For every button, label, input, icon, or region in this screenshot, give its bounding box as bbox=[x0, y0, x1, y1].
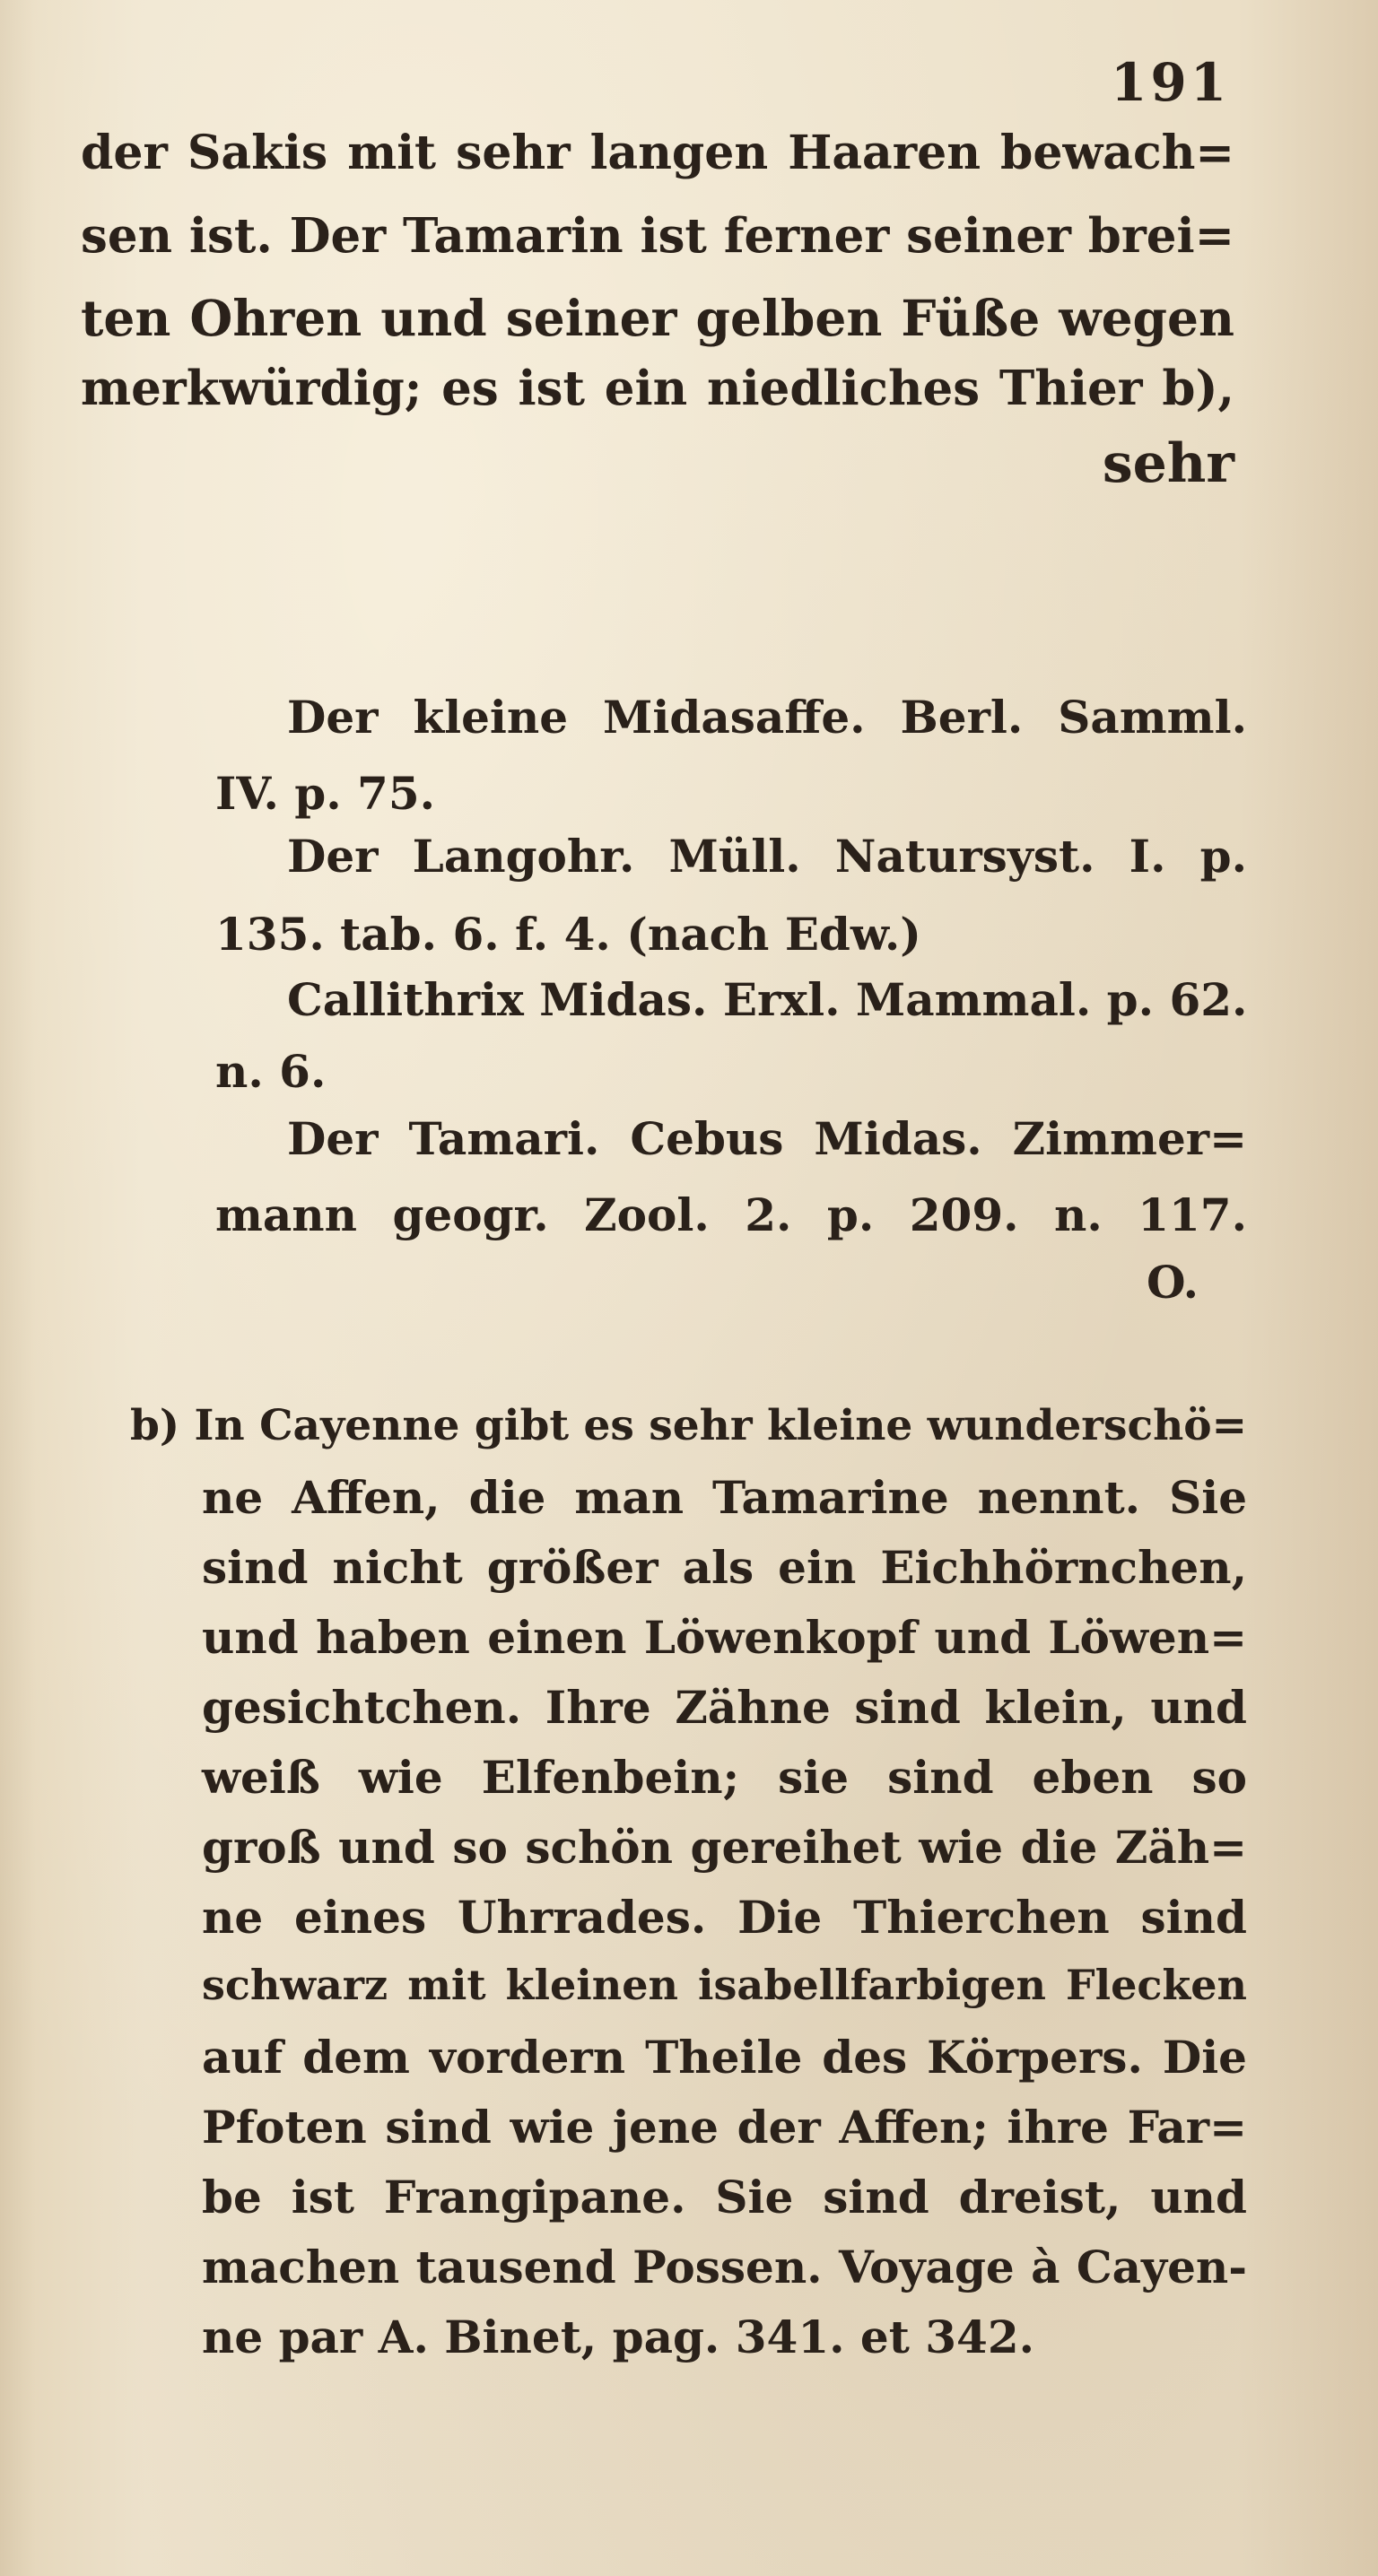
footnote-line: ne Affen, die man Tamarine nennt. Sie bbox=[202, 1471, 1247, 1524]
catchword: sehr bbox=[1102, 432, 1234, 495]
footnote-line: n. 6. bbox=[215, 1045, 327, 1098]
footnote-line: mann geogr. Zool. 2. p. 209. n. 117. bbox=[215, 1188, 1247, 1241]
footnote-line: ne eines Uhrrades. Die Thierchen sind bbox=[202, 1891, 1247, 1944]
footnote-line: gesichtchen. Ihre Zähne sind klein, und bbox=[202, 1681, 1247, 1734]
footnote-line: be ist Frangipane. Sie sind dreist, und bbox=[202, 2171, 1247, 2224]
footnote-line: Der kleine Midasaffe. Berl. Samml. bbox=[287, 691, 1247, 744]
footnote-line: machen tausend Possen. Voyage à Cayen- bbox=[202, 2241, 1247, 2293]
main-text-line: ten Ohren und seiner gelben Füße wegen bbox=[81, 289, 1234, 347]
footnote-line: Der Tamari. Cebus Midas. Zimmer= bbox=[287, 1112, 1247, 1165]
main-text-line: merkwürdig; es ist ein niedliches Thier b), bbox=[81, 361, 1234, 416]
footnote-line: schwarz mit kleinen isabellfarbigen Flecken bbox=[202, 1961, 1247, 2009]
footnote-line: 135. tab. 6. f. 4. (nach Edw.) bbox=[215, 908, 921, 961]
footnote-line: Pfoten sind wie jene der Affen; ihre Far= bbox=[202, 2101, 1247, 2154]
footnote-line: ne par A. Binet, pag. 341. et 342. bbox=[202, 2311, 1035, 2363]
main-text-line: der Sakis mit sehr langen Haaren bewach= bbox=[81, 126, 1234, 180]
footnote-signature: O. bbox=[1146, 1256, 1199, 1309]
footnote-line: Der Langohr. Müll. Natursyst. I. p. bbox=[287, 830, 1247, 883]
main-text-line: sen ist. Der Tamarin ist ferner seiner brei= bbox=[81, 208, 1234, 264]
footnote-line: groß und so schön gereihet wie die Zäh= bbox=[202, 1821, 1247, 1874]
footnote-line: weiß wie Elfenbein; sie sind eben so bbox=[202, 1751, 1247, 1804]
footnote-line: und haben einen Löwenkopf und Löwen= bbox=[202, 1611, 1247, 1664]
footnote-line: Callithrix Midas. Erxl. Mammal. p. 62. bbox=[287, 973, 1248, 1026]
footnote-line: sind nicht größer als ein Eichhörnchen, bbox=[202, 1541, 1247, 1594]
page-number: 191 bbox=[1111, 52, 1231, 113]
footnote-line: b) In Cayenne gibt es sehr kleine wunderschö= bbox=[130, 1401, 1247, 1450]
footnote-line: auf dem vordern Theile des Körpers. Die bbox=[202, 2031, 1247, 2084]
footnote-line: IV. p. 75. bbox=[215, 767, 436, 820]
